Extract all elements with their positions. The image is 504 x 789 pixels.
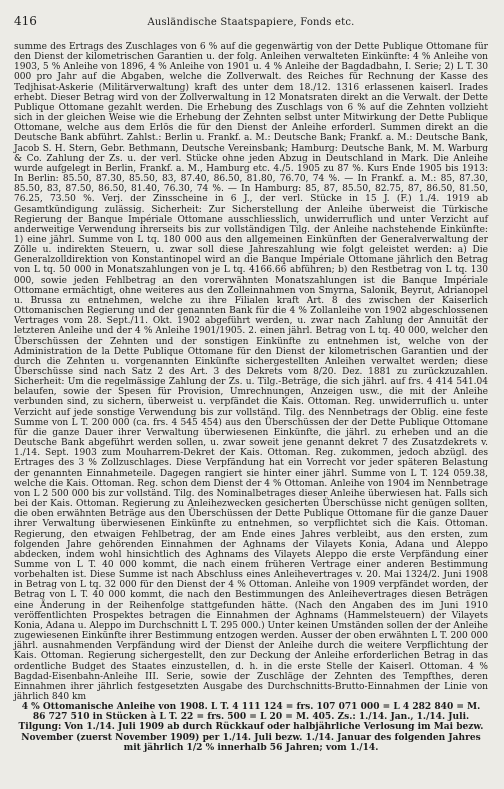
bond-subheading: 4 % Ottomanische Anleihe von 1908. L T. 4 111 124 = frs. 107 071 000 = L 4 282 840 = M. 86 727 510 in Stücken à L T. 22 = frs. 500 = L 20 = M. 405. Zs.: 1./14. Jan., 1./14. Juli. Tilgung: Von 1./14. Juli 1909 ab durch Rückkauf oder halbjährliche Verlosung im Mai bezw. November (zuerst November 1909) per 1./14. Juli bezw. 1./14. Januar des folgenden Jahres mit jährlich 1/2 % innerhalb 56 Jahren; vom 1./14.: [18, 702, 484, 753]
page-body: [14, 42, 488, 753]
page-number: 416: [14, 14, 37, 28]
page-header: [14, 14, 488, 36]
running-title: Ausländische Staatspapiere, Fonds etc.: [147, 17, 355, 28]
body-paragraph: summe des Ertrags des Zuschlages von 6 % auf die gegenwärtig von der Dette Publique Ottomane für den Dienst der kilometrischen Garantien u. der folg. Anleihen verwalteten Einkünfte: 4 % Anleihe von 1903, 5 % Anleihe von 1896, 4 % Anleihe von 1901 u. 4 % Anleihe der Bagdadbahn, I. Serie; 2) L T. 30 000 pro Jahr auf die Abgaben, welche die Zollverwalt. des Reiches für Rechnung der Kasse des Tedjhisat-Askerie (Militärverwaltung) kraft des unter dem 18./12. 1316 erlassenen kaiserl. Irades erhebt. Dieser Betrag wird von der Zollverwaltung in 12 Monatsraten direkt an die Verwalt. der Dette Publique Ottomane gezahlt werden. Die Erhebung des Zuschlags von 6 % auf die Zehnten vollzieht sich in der gleichen Weise wie die Erhebung der Zehnten selbst unter Mitwirkung der Dette Publique Ottomane, welche aus dem Erlös die für den Dienst der Anleihe erforderl. Summen direkt an die Deutsche Bank abführt. Zahlst.: Berlin u. Frankf. a. M.: Deutsche Bank; Frankf. a. M.: Deutsche Bank, Jacob S. H. Stern, Gebr. Bethmann, Deutsche Vereinsbank; Hamburg: Deutsche Bank, M. M. Warburg & Co. Zahlung der Zs. u. der verl. Stücke ohne jeden Abzug in Deutschland in Mark. Die Anleihe wurde aufgelegt in Berlin, Frankf. a. M., Hamburg etc. 4./5. 1905 zu 87 %. Kurs Ende 1905 bis 1913: In Berlin: 85.50, 87.30, 85.50, 83, 87.40, 86.50, 81.80, 76.70, 74 %. — In Frankf. a. M.: 85, 87.30, 85.50, 83, 87.50, 86.50, 81.40, 76.30, 74 %. — In Hamburg: 85, 87, 85.50, 82.75, 87, 86.50, 81.50, 76.25, 73.50 %. Verj. der Zinsscheine in 6 J., der verl. Stücke in 15 J. (F.) 1./4. 1919 ab Gesamtkündigung zulässig. Sicherheit: Zur Sicherstellung der Anleihe überweist die Türkische Regierung der Banque Impériale Ottomane ausschliesslich, unwiderruflich und unter Verzicht auf anderweitige Verwendung ihrerseits bis zur vollständigen Tilg. der Anleihe nachstehende Einkünfte: 1) eine jährl. Summe von L tq. 180 000 aus den allgemeinen Einkünften der Generalverwaltung der Zölle u. indirekten Steuern, u. zwar soll diese Jahreszahlung wie folgt geleistet werden: a) Die Generalzolldirektion von Konstantinopel wird an die Banque Impériale Ottomane jährlich den Betrag von L tq. 50 000 in Monatszahlungen von je L tq. 4166.66 abführen; b) den Restbetrag von L tq. 130 000, sowie jeden Fehlbetrag an den vorerwähnten Monatszahlungen ist die Banque Impériale Ottomane ermächtigt, ohne weiteres aus den Zolleinnahmen von Smyrna, Salonik, Beyrut, Adrianopel u. Brussa zu entnehmen, welche zu ihre Filialen kraft Art. 8 des zwischen der Kaiserlich Ottomanischen Regierung und der genannten Bank für die 4 % Zollanleihe von 1902 abgeschlossenen Vertrages vom 28. Sept./11. Okt. 1902 abgeführt werden, u. zwar nach Zahlung der Annuität der letzteren Anleihe und der 4 % Anleihe 1901/1905. 2. einen jährl. Betrag von L tq. 40 000, welcher den Überschüssen der Zehnten und der sonstigen Einkünfte zu entnehmen ist, welche von der Administration de la Dette Publique Ottomane für den Dienst der kilometrischen Garantien und der durch die Zehnten u. vorgenannten Einkünfte sichergestellten Anleihen verwaltet werden; diese Überschüsse sind nach Satz 2 des Art. 3 des Dekrets vom 8/20. Dez. 1881 zu zurückzuzahlen. Sicherheit: Um die regelmässige Zahlung der Zs. u. Tilg.-Beträge, die sich jährl. auf frs. 4 414 541.04 belaufen, sowie der Spesen für Provision, Umrechnungen, Anzeigen usw., die mit der Anleihe verbunden sind, zu sichern, überweist u. verpfändet die Kais. Ottoman. Reg. unwiderruflich u. unter Verzicht auf jede sonstige Verwendung bis zur vollständ. Tilg. des Nennbetrags der Oblig. eine feste Summe von L T. 200 000 (ca. frs. 4 545 454) aus den Überschüssen der der Dette Publique Ottomane für die ganze Dauer ihrer Verwaltung überwiesenen Einkünfte, die jährl. zu erheben und an die Deutsche Bank abgeführt werden sollen, u. zwar soweit jene genannt dekret 7 des Zusatzdekrets v. 1./14. Sept. 1903 zum Mouharrem-Dekret der Kais. Ottoman. Reg. zukommen, jedoch abzügl. des Ertrages des 3 % Zollzuschlages. Diese Verpfändung hat ein Vorrecht vor jeder späteren Belastung der genannten Einnahmeteile. Dagegen rangiert sie hinter einer jährl. Summe von L T. 124 059.38, welche die Kais. Ottoman. Reg. schon dem Dienst der 4 % Ottoman. Anleihe von 1904 im Nennbetrage von L 2 500 000 bis zur vollständ. Tilg. des Nominalbetrages dieser Anleihe überwiesen hat. Falls sich bei der Kais. Ottoman. Regierung zu Anleihezwecken gesicherten Überschüsse nicht genügen sollten, die oben erwähnten Beträge aus den Überschüssen der Dette Publique Ottomane für die ganze Dauer ihrer Verwaltung überwiesenen Einkünfte zu entnehmen, so verpflichtet sich die Kais. Ottoman. Regierung, den etwaigen Fehlbetrag, der am Ende eines Jahres verbleibt, aus den ersten, zum folgenden Jahre gehörenden Einnahmen der Aghnams der Vilayets Konia, Adana und Aleppo abdecken, indem wohl hinsichtlich des Aghnams des Vilayets Aleppo die erste Verpfändung einer Summe von L T. 40 000 kommt, die nach einem früheren Vertrage einer anderen Bestimmung vorbehalten ist. Diese Summe ist nach Abschluss eines Anleihevertrages v. 20. Mai 1324/2. Juni 1908 in Betrag von L tq. 32 000 für den Dienst der 4 % Ottoman. Anleihe von 1909 verpfändet worden, der Betrag von L T. 40 000 kommt, die nach den Bestimmungen des Anleihevertrages diesen Beträgen eine Änderung in der Reihenfolge stattgefunden hätte. (Nach den Angaben des im Juni 1910 veröffentlichten Prospektes betragen die Einnahmen der Aghnams (Hammelsteuern) der Vilayets Konia, Adana u. Aleppo im Durchschnitt L T. 295 000.) Unter keinen Umständen sollen der der Anleihe zugewiesenen Einkünfte ihrer Bestimmung entzogen werden. Ausser der oben erwähnten L T. 200 000 jährl. ausnahmenden Verpfändung wird der Dienst der Anleihe durch die weitere Verpflichtung der Kais. Ottoman. Regierung sichergestellt, den zur Deckung der Anleihe erforderlichen Betrag in das ordentliche Budget des Staates einzustellen, d. h. in die erste Stelle der Kaiserl. Ottoman. 4 % Bagdad-Eisenbahn-Anleihe III. Serie, sowie der Zuschläge der Zehnten des Tempfthes, deren Einnahmen ihrer jährlich festgesetzten Ausgabe des Durchschnitts-Brutto-Einnahmen der Linie von jährlich 840 km: [14, 42, 488, 702]
